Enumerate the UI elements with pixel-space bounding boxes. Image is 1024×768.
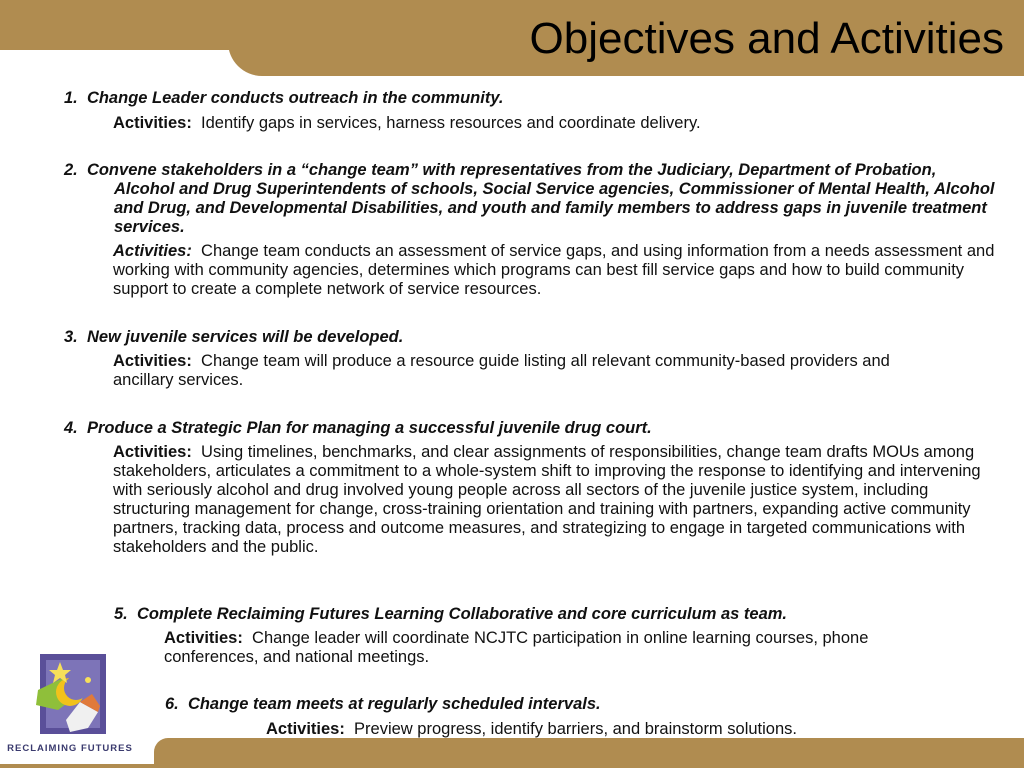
activities-label: Activities: (113, 443, 192, 461)
objective-1 (64, 89, 964, 108)
footer-bar (154, 738, 1024, 764)
objective-number: 4. (64, 419, 78, 437)
activities-6 (266, 720, 1006, 739)
activities-text: Change team will produce a resource guide listing all relevant community-based providers and ancillary services. (113, 352, 890, 389)
logo-text: RECLAIMING FUTURES (7, 743, 133, 754)
objective-4 (64, 419, 964, 438)
activities-text: Identify gaps in services, harness resources and coordinate delivery. (201, 114, 701, 132)
activities-text: Using timelines, benchmarks, and clear assignments of responsibilities, change team drafts MOUs among stakeholders, articulates a commitment to a whole-system shift to improving the response to identifying and intervening with seriously alcohol and drug involved young people across all sectors of the juvenile justice system, including structuring management for change, cross-training orientation and training with partners, expanding active community partners, tracking data, process and outcome measures, and strategizing to engage in targeted communications with stakeholders and the public. (113, 443, 981, 556)
activities-label: Activities: (113, 242, 192, 260)
activities-1 (113, 114, 1003, 133)
objective-text: Change Leader conducts outreach in the community. (86, 89, 504, 107)
objective-5 (114, 605, 1014, 624)
page-title: Objectives and Activities (529, 14, 1004, 63)
objective-text: Complete Reclaiming Futures Learning Collaborative and core curriculum as team. (136, 605, 788, 623)
objective-text: New juvenile services will be developed. (86, 328, 404, 346)
objective-text: Produce a Strategic Plan for managing a successful juvenile drug court. (86, 419, 652, 437)
activities-label: Activities: (164, 629, 243, 647)
activities-text: Change leader will coordinate NCJTC participation in online learning courses, phone conferences, and national meetings. (164, 629, 869, 666)
activities-text: Preview progress, identify barriers, and brainstorm solutions. (354, 720, 797, 738)
activities-label: Activities: (266, 720, 345, 738)
activities-5 (164, 629, 964, 667)
activities-4 (113, 443, 1003, 557)
objective-number: 6. (165, 695, 179, 713)
objective-number: 2. (64, 161, 78, 179)
footer-line (0, 764, 1024, 768)
activities-3 (113, 352, 933, 390)
activities-label: Activities: (113, 114, 192, 132)
objective-6 (165, 695, 865, 714)
objective-number: 5. (114, 605, 128, 623)
objective-text: Change team meets at regularly scheduled intervals. (187, 695, 601, 713)
objective-2 (64, 161, 1000, 237)
objective-number: 3. (64, 328, 78, 346)
objective-number: 1. (64, 89, 78, 107)
objective-3 (64, 328, 964, 347)
activities-label: Activities: (113, 352, 192, 370)
objective-text: Convene stakeholders in a “change team” with representatives from the Judiciary, Department of Probation, Alcohol and Drug Superintendents of schools, Social Service agencies, Commissioner of Mental Health, Alcohol and Drug, and Developmental Disabilities, and youth and family members to address gaps in juvenile treatment services. (86, 161, 995, 236)
activities-text: Change team conducts an assessment of service gaps, and using information from a needs assessment and working with community agencies, determines which programs can best fill service gaps and how to build community support to create a complete network of service resources. (113, 242, 995, 298)
activities-2 (113, 242, 1003, 299)
